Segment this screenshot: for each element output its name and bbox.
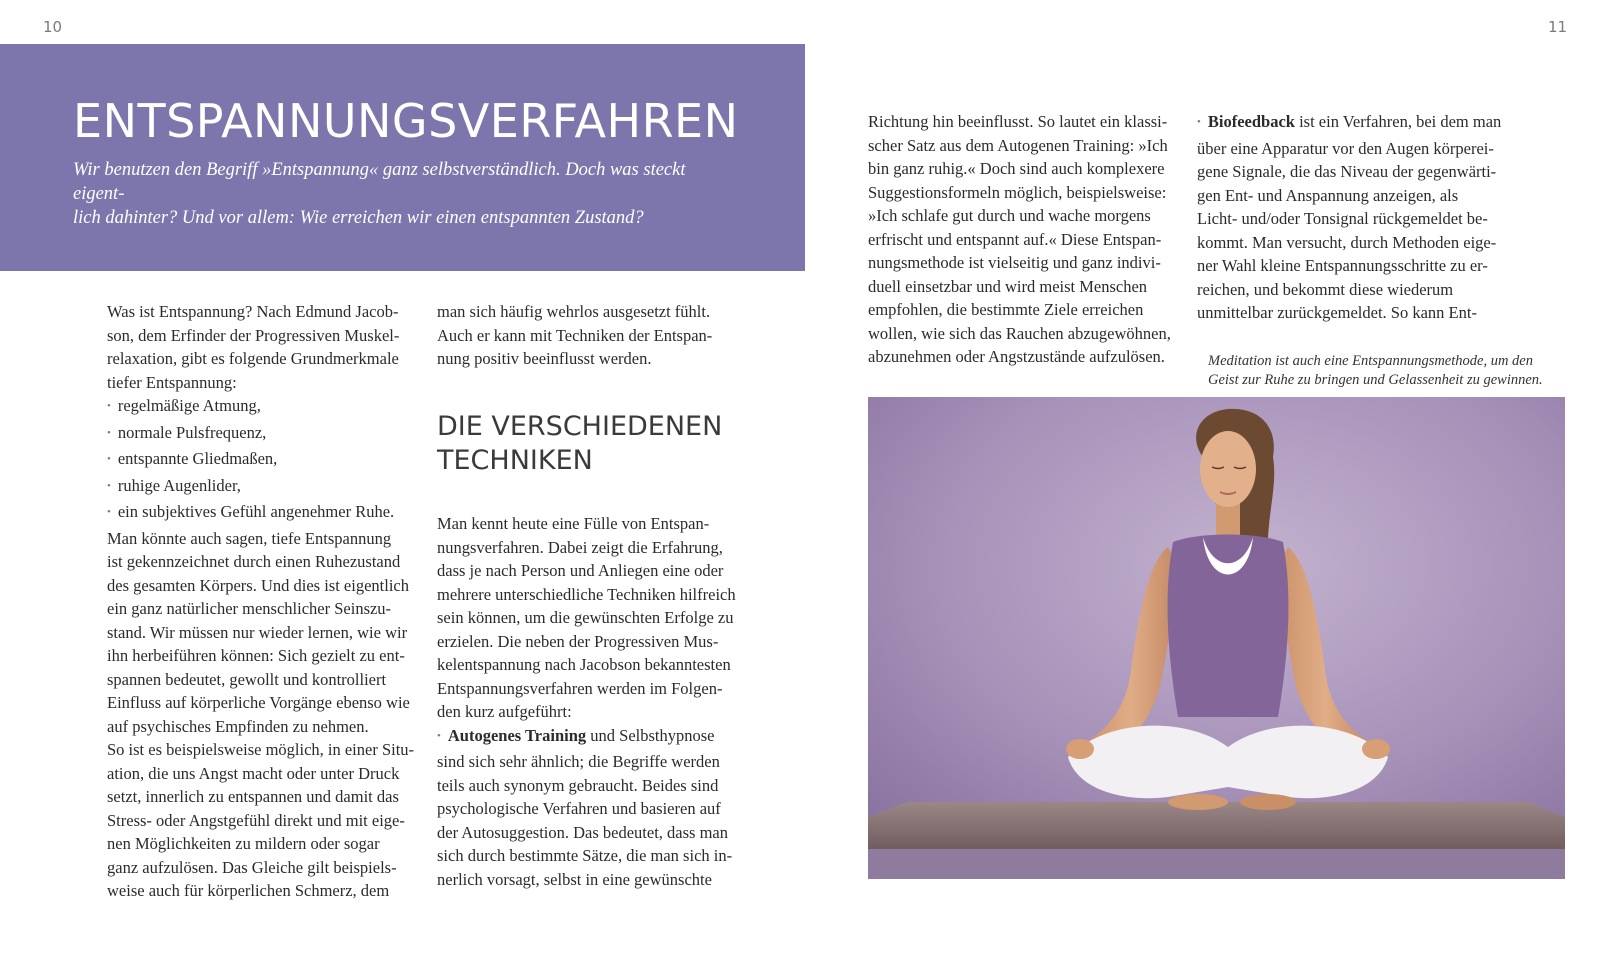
text-line: auf psychisches Empfinden zu nehmen. (107, 716, 369, 736)
list-item: • ein subjektives Gefühl angenehmer Ruhe. (107, 500, 417, 527)
text-line: wollen, wie sich das Rauchen abzugewöhnen, (868, 323, 1171, 343)
right-hand (1362, 739, 1390, 759)
purple-top (1168, 535, 1289, 718)
text-line: psychologische Verfahren und basieren auf (437, 799, 721, 818)
text-line: nungsmethode ist vielseitig und ganz indivi- (868, 253, 1161, 272)
text-line: kelentspannung nach Jacobson bekanntesten (437, 655, 731, 674)
text-line: Entspannungsverfahren werden im Folgen- (437, 678, 723, 698)
bullet-term: Autogenes Training (447, 725, 587, 745)
title-banner (0, 44, 805, 271)
text-line: sich durch bestimmte Sätze, die man sich in- (437, 846, 733, 865)
text-column-3 (868, 110, 1178, 369)
text-line: den kurz aufgeführt: (437, 702, 572, 721)
yoga-mat (868, 802, 1565, 852)
caption-line: Meditation ist auch eine Entspannungsmethode, um den (1208, 353, 1533, 369)
text-line: erzielen. Die neben der Progressiven Mus- (437, 631, 719, 651)
body-paragraph (437, 512, 747, 724)
text-line: teils auch synonym gebraucht. Beides sind (437, 775, 719, 795)
text-line: stand. Wir müssen nur wieder lernen, wie wir (107, 622, 408, 642)
text-column-2-body (437, 512, 747, 891)
text-line: »Ich schlafe gut durch und wache morgens (868, 206, 1151, 225)
text-line: Man könnte auch sagen, tiefe Entspannung (107, 528, 392, 548)
text-line: erfrischt und entspannt auf.« Diese Entspan- (868, 229, 1162, 249)
intro-paragraph (107, 300, 417, 394)
bullet-text: ist ein Verfahren, bei dem man (1294, 112, 1502, 131)
bullet-line (1197, 110, 1537, 137)
body-paragraph (107, 527, 417, 739)
caption-line: Geist zur Ruhe zu bringen und Gelassenheit zu gewinnen. (1208, 371, 1543, 388)
text-line: nerlich vorsagt, selbst in eine gewünschte (437, 869, 712, 889)
text-line: Licht- und/oder Tonsignal rückgemeldet be- (1197, 209, 1488, 228)
text-line: nung positiv beeinflusst werden. (437, 349, 652, 368)
text-line: Auch er kann mit Techniken der Entspan- (437, 325, 713, 345)
section-heading (437, 410, 722, 478)
text-line: Einfluss auf körperliche Vorgänge ebenso wie (107, 693, 410, 712)
list-item: • entspannte Gliedmaßen, (107, 447, 417, 474)
text-column-4 (1197, 110, 1537, 325)
text-line: über eine Apparatur vor den Augen körperei- (1197, 138, 1494, 158)
text-line: ist gekennzeichnet durch einen Ruhezustand (107, 552, 401, 571)
list-item: • regelmäßige Atmung, (107, 394, 417, 421)
text-line: dass je nach Person und Anliegen eine oder (437, 561, 724, 580)
chapter-title: ENTSPANNUNGSVERFAHREN (73, 94, 739, 148)
technique-biofeedback (1197, 110, 1537, 325)
intro-line: lich dahinter? Und vor allem: Wie erreichen wir einen entspannten Zustand? (73, 208, 644, 228)
text-line: setzt, innerlich zu entspannen und damit das (107, 787, 399, 806)
meditation-photo (868, 397, 1565, 879)
chapter-intro (73, 158, 733, 230)
text-line: reichen, und bekommt diese wiederum (1197, 279, 1454, 299)
relaxation-features-list (107, 394, 417, 527)
text-line: ihn herbeiführen können: Sich gezielt zu ent- (107, 646, 405, 665)
text-line: gen Ent- und Anspannung anzeigen, als (1197, 185, 1459, 205)
text-column-2 (437, 300, 747, 371)
text-line: son, dem Erfinder der Progressiven Muskel- (107, 325, 400, 345)
text-line: So ist es beispielsweise möglich, in einer Situ- (107, 740, 415, 759)
foot (1240, 794, 1296, 810)
text-line: nen Möglichkeiten zu mildern oder sogar (107, 834, 380, 853)
text-line: Man kennt heute eine Fülle von Entspan- (437, 514, 710, 533)
text-line: empfohlen, die bestimmte Ziele erreichen (868, 300, 1144, 319)
text-line: sind sich sehr ähnlich; die Begriffe werden (437, 752, 720, 771)
floor (868, 849, 1565, 879)
text-line: ation, die uns Angst macht oder unter Druck (107, 763, 400, 783)
text-line: unmittelbar zurückgemeldet. So kann Ent- (1197, 303, 1477, 322)
left-hand (1066, 739, 1094, 759)
text-line: tiefer Entspannung: (107, 372, 237, 392)
text-line: bin ganz ruhig.« Doch sind auch komplexere (868, 159, 1165, 178)
text-line: Suggestionsformeln möglich, beispielsweise: (868, 182, 1167, 202)
body-paragraph (868, 110, 1178, 369)
text-line: kommt. Man versucht, durch Methoden eige- (1197, 232, 1497, 252)
heading-line: DIE VERSCHIEDENEN (437, 411, 723, 442)
text-line: ein ganz natürlicher menschlicher Seinszu- (107, 599, 392, 618)
list-item: • ruhige Augenlider, (107, 474, 417, 501)
text-line: mehrere unterschiedliche Techniken hilfreich (437, 584, 736, 604)
heading-line: TECHNIKEN (437, 445, 593, 476)
page-number-right: 11 (1548, 18, 1568, 36)
foot (1168, 794, 1228, 810)
text-line: scher Satz aus dem Autogenen Training: »Ich (868, 135, 1168, 155)
face (1200, 431, 1256, 507)
list-item: • normale Pulsfrequenz, (107, 421, 417, 448)
text-line: man sich häufig wehrlos ausgesetzt fühlt. (437, 302, 711, 321)
text-line: ner Wahl kleine Entspannungsschritte zu er- (1197, 256, 1488, 275)
text-line: sein können, um die gewünschten Erfolge zu (437, 608, 734, 627)
body-paragraph (437, 300, 747, 371)
intro-line: Wir benutzen den Begriff »Entspannung« ganz selbstverständlich. Doch was steckt eigent- (73, 160, 686, 204)
text-line: des gesamten Körpers. Und dies ist eigentlich (107, 575, 409, 595)
text-line: weise auch für körperlichen Schmerz, dem (107, 881, 390, 900)
body-paragraph (107, 738, 417, 903)
text-line: spannen bedeutet, gewollt und kontrolliert (107, 669, 387, 689)
bullet-text: und Selbsthypnose (586, 725, 715, 745)
text-column-1 (107, 300, 417, 903)
text-line: Was ist Entspannung? Nach Edmund Jacob- (107, 302, 399, 321)
bullet-term: Biofeedback (1207, 112, 1295, 131)
text-line: relaxation, gibt es folgende Grundmerkmale (107, 349, 399, 368)
text-line: der Autosuggestion. Das bedeutet, dass man (437, 822, 728, 842)
text-line: nungsverfahren. Dabei zeigt die Erfahrung, (437, 537, 723, 557)
text-line: Richtung hin beeinflusst. So lautet ein klassi- (868, 112, 1168, 131)
meditation-illustration (868, 397, 1565, 879)
bullet-line (437, 724, 747, 751)
text-line: duell einsetzbar und wird meist Menschen (868, 276, 1148, 296)
text-line: abzunehmen oder Angstzustände aufzulösen. (868, 347, 1165, 366)
text-line: ganz aufzulösen. Das Gleiche gilt beispiels- (107, 857, 397, 877)
technique-autogenic-training (437, 724, 747, 892)
text-line: gene Signale, die das Niveau der gegenwärti- (1197, 162, 1497, 181)
page-number-left: 10 (43, 18, 63, 36)
text-line: Stress- oder Angstgefühl direkt und mit eige- (107, 810, 405, 830)
photo-caption (1208, 352, 1573, 389)
